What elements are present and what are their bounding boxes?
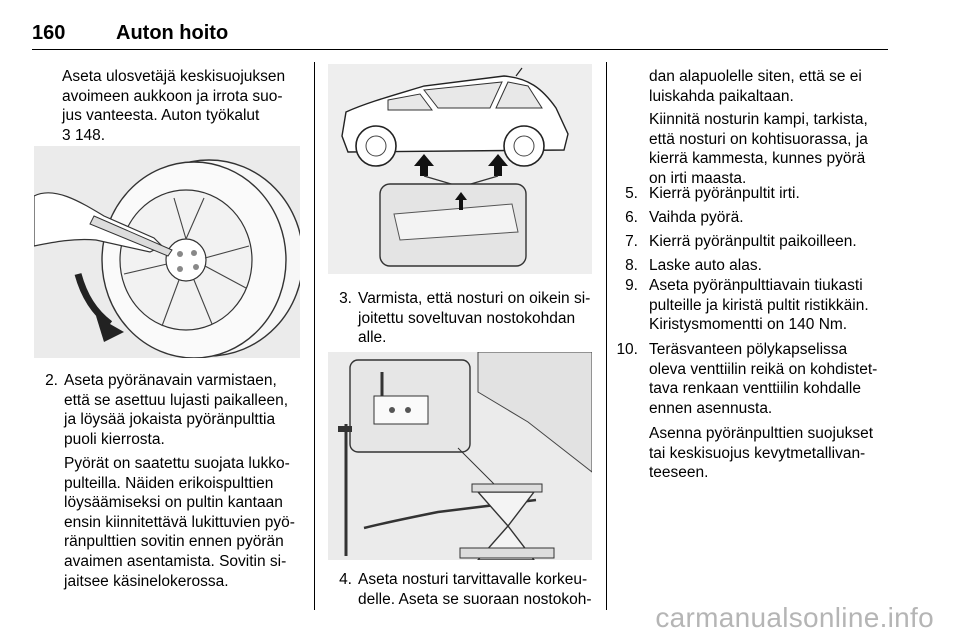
step-10: 10. Teräsvanteen pölykapselissa oleva venttiilin reikä on kohdistet- tava renkaan venttiilin kohdalle ennen asennusta. [614, 340, 924, 420]
step-number: 3. [339, 290, 352, 307]
step-number: 7. [625, 233, 638, 250]
step-2-note: Pyörät on saatettu suojata lukko- pulteilla. Näiden erikoispulttien löysäämiseksi on pultin kantaan ensin kiinnitettävä lukittuvien pyö- ränpulttien sovitin ennen pyörän avaimen asentamista. Sovitin si- jaitsee käsinelokerossa. [64, 455, 295, 590]
page-ref-arrow: 3 [62, 126, 71, 144]
step-8: 8. Laske auto alas. [614, 256, 914, 276]
car-lift-points-illustration [328, 64, 592, 274]
column-divider-2 [606, 62, 607, 610]
jack-position-illustration [328, 352, 592, 560]
watermark: carmanualsonline.info [655, 602, 934, 633]
step-6: 6. Vaihda pyörä. [614, 208, 914, 228]
step-number: 10. [616, 341, 638, 358]
step-2: 2. Aseta pyöränavain varmistaen, että se asettuu lujasti paikalleen, ja löysää jokaista pyöränpulttia puoli kierrosta. [34, 371, 310, 451]
step-number: 4. [339, 571, 352, 588]
step-5: 5. Kierrä pyöränpultit irti. [614, 184, 914, 204]
step-4: 4. Aseta nosturi tarvittavalle korkeu- delle. Aseta se suoraan nostokoh- [328, 570, 604, 610]
step-7: 7. Kierrä pyöränpultit paikoilleen. [614, 232, 914, 252]
step-number: 9. [625, 277, 638, 294]
step-4-continued: dan alapuolelle siten, että se ei luiskahda paikaltaan. [649, 68, 862, 105]
step-3: 3. Varmista, että nosturi on oikein si- joitettu soveltuvan nostokohdan alle. [328, 289, 604, 349]
step-10-note: Asenna pyöränpulttien suojukset tai keskisuojus kevytmetallivan- teeseen. [649, 425, 874, 482]
page-ref[interactable]: 148. [74, 126, 106, 144]
step-9: 9. Aseta pyöränpulttiavain tiukasti pulteille ja kiristä pultit ristikkäin. Kiristysmomentti on 140 Nm. [614, 276, 914, 336]
step-number: 5. [625, 185, 638, 202]
page-number: 160 [32, 22, 66, 44]
step-4-note: Kiinnitä nosturin kampi, tarkista, että nosturi on kohtisuorassa, ja kierrä kammesta, kunnes pyörä on irti maasta. [649, 111, 868, 187]
step-number: 8. [625, 257, 638, 274]
page-title: Auton hoito [116, 22, 229, 44]
step-number: 6. [625, 209, 638, 226]
step-number: 2. [45, 372, 58, 389]
header-rule [32, 49, 888, 50]
intro-paragraph: Aseta ulosvetäjä keskisuojuksen avoimeen aukkoon ja irrota suo- jus vanteesta. Auton työkalut 3 148. [62, 68, 286, 144]
column-divider-1 [314, 62, 315, 610]
page-header [32, 22, 228, 45]
wheel-cover-illustration [34, 146, 300, 358]
